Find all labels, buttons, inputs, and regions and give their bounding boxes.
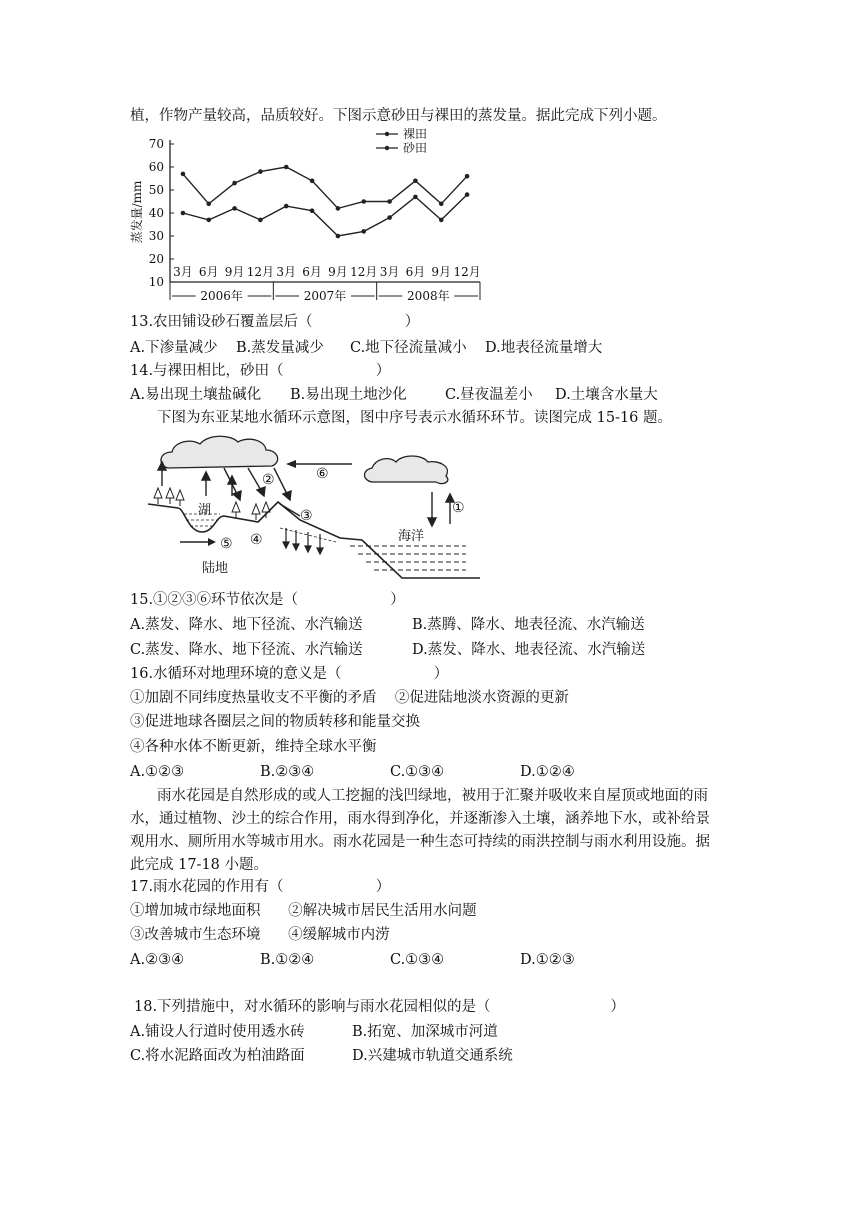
series-point: [465, 192, 470, 197]
q17-option-b[interactable]: B.①②④: [260, 952, 315, 968]
chart-series: [181, 165, 470, 239]
q13-option-a[interactable]: A.下渗量减少: [130, 340, 218, 356]
q15-stem: 15.①②③⑥环节依次是（ ）: [130, 592, 405, 608]
series-point: [336, 206, 341, 211]
q14-option-c[interactable]: C.昼夜温差小: [445, 387, 533, 403]
x-tick-label: 12月: [453, 265, 481, 279]
label-n3: ③: [300, 508, 313, 524]
series-point: [439, 202, 444, 207]
series-point: [361, 229, 366, 234]
series-point: [413, 179, 418, 184]
q18-stem: 18.下列措施中，对水循环的影响与雨水花园相似的是（ ）: [134, 999, 625, 1015]
x-tick-label: 12月: [246, 265, 275, 279]
series-point: [258, 169, 263, 174]
intro2-line: 下图为东亚某地水循环示意图，图中序号表示水循环环节。读图完成 15-16 题。: [157, 410, 673, 426]
passage-line-3: 观用水、厕所用水等城市用水。雨水花园是一种生态可持续的雨洪控制与雨水利用设施。据: [130, 834, 710, 850]
label-n4: ④: [250, 532, 263, 548]
x-tick-label: 9月: [328, 265, 348, 279]
intro-line: 植，作物产量较高，品质较好。下图示意砂田与裸田的蒸发量。据此完成下列小题。: [130, 108, 667, 124]
series-point: [387, 215, 392, 220]
q14-stem: 14.与裸田相比，砂田（ ）: [130, 363, 391, 379]
x-tick-label: 3月: [173, 265, 193, 279]
q17-option-d[interactable]: D.①②③: [520, 952, 575, 968]
q14-option-d[interactable]: D.土壤含水量大: [555, 387, 658, 403]
legend-label: 裸田: [403, 127, 428, 141]
q18-option-b[interactable]: B.拓宽、加深城市河道: [352, 1024, 498, 1040]
series-point: [232, 181, 237, 186]
q14-option-b[interactable]: B.易出现土地沙化: [290, 387, 407, 403]
passage-line-2: 水，通过植物、沙土的综合作用，雨水得到净化，并逐渐渗入土壤，涵养地下水，或补给景: [130, 811, 710, 827]
q14-option-a[interactable]: A.易出现土壤盐碱化: [130, 387, 262, 403]
chart-axes: [149, 137, 481, 303]
q17-option-a[interactable]: A.②③④: [130, 952, 185, 968]
series-point: [336, 234, 341, 239]
label-lake: 湖: [198, 503, 212, 518]
year-label: 2008年: [407, 289, 450, 303]
series-point: [413, 195, 418, 200]
passage-line-4: 此完成 17-18 小题。: [130, 857, 269, 873]
series-point: [465, 174, 470, 179]
q16-item-1: ①加剧不同纬度热量收支不平衡的矛盾 ②促进陆地淡水资源的更新: [130, 690, 569, 706]
q13-option-b[interactable]: B.蒸发量减少: [236, 340, 324, 356]
x-tick-label: 3月: [276, 265, 297, 279]
series-point: [439, 218, 444, 223]
q16-item-2: ③促进地球各圈层之间的物质转移和能量交换: [130, 714, 420, 730]
series-point: [310, 208, 315, 213]
legend-label: 砂田: [403, 141, 428, 155]
label-n1: ①: [452, 500, 465, 516]
q17-stem: 17.雨水花园的作用有（ ）: [130, 879, 391, 895]
chart-ylabel: 蒸发量/mm: [130, 180, 144, 244]
y-tick-label: 30: [148, 229, 164, 243]
land-cloud-icon: [161, 436, 278, 468]
evaporation-chart: [128, 126, 488, 304]
series-point: [284, 204, 289, 209]
water-cycle-diagram: [140, 432, 480, 582]
y-tick-label: 10: [148, 275, 164, 289]
q18-option-a[interactable]: A.铺设人行道时使用透水砖: [130, 1024, 305, 1040]
passage-line-1: 雨水花园是自然形成的或人工挖掘的浅凹绿地，被用于汇聚并吸收来自屋顶或地面的雨: [157, 788, 708, 804]
x-tick-label: 9月: [224, 265, 245, 279]
x-tick-label: 6月: [198, 265, 219, 279]
series-point: [258, 218, 263, 223]
chart-legend: [376, 127, 427, 155]
series-point: [387, 199, 392, 204]
q15-option-d[interactable]: D.蒸发、降水、地表径流、水汽输送: [412, 642, 646, 658]
x-tick-label: 6月: [302, 265, 322, 279]
q18-option-d[interactable]: D.兴建城市轨道交通系统: [352, 1048, 513, 1064]
ocean-water: [350, 546, 466, 570]
y-tick-label: 70: [148, 137, 164, 151]
legend-marker: [385, 146, 389, 150]
x-tick-label: 3月: [379, 265, 400, 279]
label-ocean: 海洋: [398, 529, 425, 544]
q16-option-c[interactable]: C.①③④: [390, 764, 445, 780]
q13-stem: 13.农田铺设砂石覆盖层后（ ）: [130, 314, 420, 330]
legend-marker: [385, 132, 389, 136]
label-n6: ⑥: [316, 466, 329, 482]
q17-option-c[interactable]: C.①③④: [390, 952, 445, 968]
year-label: 2006年: [200, 289, 243, 303]
q16-stem: 16.水循环对地理环境的意义是（ ）: [130, 666, 449, 682]
q15-option-b[interactable]: B.蒸腾、降水、地表径流、水汽输送: [412, 617, 645, 633]
q18-option-c[interactable]: C.将水泥路面改为柏油路面: [130, 1048, 305, 1064]
x-tick-label: 12月: [350, 265, 378, 279]
q13-option-c[interactable]: C.地下径流量减小: [350, 340, 467, 356]
y-tick-label: 20: [148, 252, 164, 266]
y-tick-label: 40: [148, 206, 164, 220]
sea-cloud-icon: [365, 456, 448, 484]
q13-option-d[interactable]: D.地表径流量增大: [485, 340, 603, 356]
q15-option-c[interactable]: C.蒸发、降水、地下径流、水汽输送: [130, 642, 363, 658]
q17-item-1: ①增加城市绿地面积 ②解决城市居民生活用水问题: [130, 903, 477, 919]
y-tick-label: 60: [148, 160, 164, 174]
x-tick-label: 9月: [431, 265, 452, 279]
q17-item-2: ③改善城市生态环境 ④缓解城市内涝: [130, 927, 390, 943]
series-point: [206, 202, 211, 207]
q15-option-a[interactable]: A.蒸发、降水、地下径流、水汽输送: [130, 617, 363, 633]
series-point: [284, 165, 289, 170]
y-tick-label: 50: [148, 183, 164, 197]
label-n5: ⑤: [220, 536, 233, 552]
series-point: [181, 211, 186, 216]
year-label: 2007年: [303, 289, 347, 303]
series-point: [232, 206, 237, 211]
label-n2: ②: [262, 472, 275, 488]
x-tick-label: 6月: [405, 265, 426, 279]
series-point: [361, 199, 366, 204]
series-point: [310, 179, 315, 184]
series-line-0: [183, 167, 467, 208]
q16-option-d[interactable]: D.①②④: [520, 764, 575, 780]
series-point: [181, 172, 186, 177]
q16-option-a[interactable]: A.①②③: [130, 764, 185, 780]
label-land: 陆地: [202, 561, 229, 576]
series-point: [206, 218, 211, 223]
q16-item-3: ④各种水体不断更新，维持全球水平衡: [130, 739, 377, 755]
q16-option-b[interactable]: B.②③④: [260, 764, 315, 780]
series-line-1: [183, 195, 467, 236]
tree-icons: [154, 488, 270, 520]
